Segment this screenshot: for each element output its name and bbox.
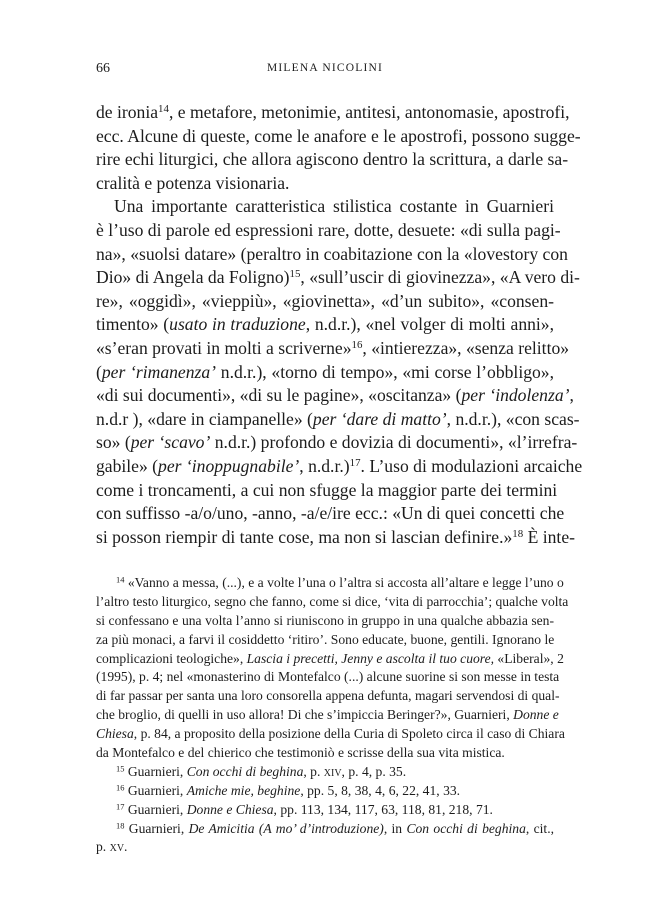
footnote-18: $^{18}$ Guarnieri, De Amicitia (A mo’ d’introduzione), in Con occhi di beghina, cit., — [116, 819, 554, 836]
body-line: cralità e potenza visionaria. — [96, 172, 290, 193]
body-line: (per ‘rimanenza’ n.d.r.), «torno di tempo», «mi corse l’obbligo», — [96, 361, 554, 382]
footnotes — [96, 574, 569, 857]
footnote-line: che broglio, di quelli in uso allora! Di che s’impiccia Beringer?», Guarnieri, Donne e — [96, 707, 559, 723]
footnote-16: $^{16}$ Guarnieri, Amiche mie, beghine, pp. 5, 8, 38, 4, 6, 22, 41, 33. — [116, 782, 461, 798]
running-head — [96, 61, 554, 81]
footnote-14: $^{14}$ «Vanno a messa, (...), e a volte l’una o l’altra si accosta all’altare e legge l’uno o — [116, 574, 564, 590]
body-line: con suffisso -a/o/uno, -anno, -a/e/ire ecc.: «Un di quei concetti che — [96, 503, 565, 524]
footnote-line: p. xv. — [96, 839, 128, 855]
footnote-15: $^{15}$ Guarnieri, Con occhi di beghina, p. xiv, p. 4, p. 35. — [116, 763, 407, 779]
footnote-line: complicazioni teologiche», Lascia i precetti, Jenny e ascolta il tuo cuore, «Liberal», 2 — [96, 650, 564, 666]
body-line: re», «oggidì», «vieppiù», «giovinetta», «d’un subito», «consen- — [96, 290, 554, 311]
body-line: gabile» (per ‘inoppugnabile’, n.d.r.)$^{17}$. L’uso di modulazioni arcaiche — [96, 455, 583, 476]
body-line: timento» (usato in traduzione, n.d.r.), «nel volger di molti anni», — [96, 314, 555, 335]
body-line: ecc. Alcune di queste, come le anafore e le apostrofi, possono sugge- — [96, 125, 581, 146]
body-line: è l’uso di parole ed espressioni rare, dotte, desuete: «di sulla pagi- — [96, 219, 561, 240]
footnote-line: si confessano e una volta l’anno si riuniscono in gruppo in una qualche abbazia sen- — [96, 612, 554, 628]
body-line: so» (per ‘scavo’ n.d.r.) profondo e dovizia di documenti», «l’irrefra- — [96, 432, 578, 453]
footnote-line: da Montefalco e del chierico che testimoniò e scrisse della sua vita mistica. — [96, 745, 505, 761]
footnote-line: za più monaci, a farvi il cosiddetto ‘ritiro’. Sono educate, buone, gentili. Ignorano le — [96, 631, 555, 647]
body-line: rire echi liturgici, che allora agiscono dentro la scrittura, a darle sa- — [96, 149, 569, 170]
footnote-line: Chiesa, p. 84, a proposito della posizione della Curia di Spoleto circa il caso di Chiara — [96, 726, 565, 742]
footnote-line: l’altro testo liturgico, segno che fanno, come si dice, ‘vita di parrocchia’; qualche volta — [96, 593, 569, 609]
footnote-line: di far passar per santa una loro consorella appena defunta, magari servendosi di qual- — [96, 688, 560, 704]
body-line: de ironia$^{14}$, e metafore, metonimie, antitesi, antonomasie, apostrofi, — [96, 102, 570, 122]
body-line: Una importante caratteristica stilistica costante in Guarnieri — [114, 196, 554, 217]
body-line: come i troncamenti, a cui non sfugge la maggior parte dei termini — [96, 479, 558, 500]
body-line: Dio» di Angela da Foligno)$^{15}$, «sull’uscir di giovinezza», «A vero di- — [96, 267, 580, 288]
body-line: si posson riempir di tante cose, ma non si lascian definire.»$^{18}$ È inte- — [96, 526, 575, 547]
body-text — [96, 101, 583, 549]
page-number: 66 — [96, 61, 110, 76]
footnote-17: $^{17}$ Guarnieri, Donne e Chiesa, pp. 113, 134, 117, 63, 118, 81, 218, 71. — [116, 801, 493, 817]
body-line: «di sui documenti», «di su le pagine», «oscitanza» (per ‘indolenza’, — [96, 385, 574, 406]
running-title: MILENA NICOLINI — [266, 62, 384, 74]
footnote-line: (1995), p. 4; nel «monasterino di Montefalco (...) alcune suorine si son messe in testa — [96, 669, 560, 685]
body-line: «s’eran provati in molti a scriverne»$^{16}$, «intierezza», «senza relitto» — [96, 337, 570, 358]
body-line: na», «suolsi datare» (peraltro in coabitazione con la «lovestory con — [96, 243, 568, 264]
body-line: n.d.r ), «dare in ciampanelle» (per ‘dare di matto’, n.d.r.), «con scas- — [96, 408, 580, 429]
